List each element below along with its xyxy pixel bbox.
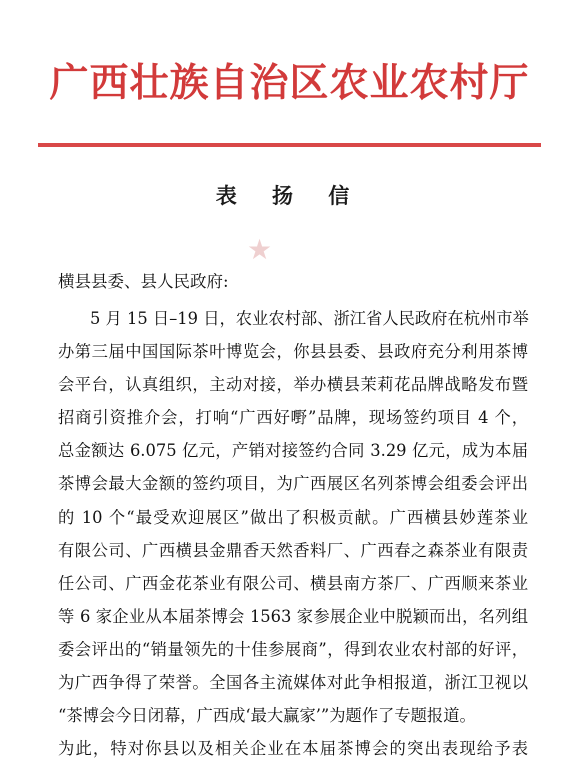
seal-star-icon: ★ [247, 233, 273, 266]
body-line: 总金额达 6.075 亿元，产销对接签约合同 3.29 亿元，成为本届 [58, 441, 528, 461]
body-line: 会平台，认真组织，主动对接，举办横县茉莉花品牌战略发布暨 [58, 375, 528, 395]
body-line: 招商引资推介会，打响“广西好嘢”品牌，现场签约项目 4 个， [58, 408, 528, 428]
body-line: 等 6 家企业从本届茶博会 1563 家参展企业中脱颖而出，名列组 [58, 606, 528, 626]
body-line: 办第三届中国国际茶叶博览会，你县县委、县政府充分利用茶博 [58, 342, 528, 362]
body-line: 有限公司、广西横县金鼎香天然香料厂、广西春之森茶业有限责 [58, 540, 528, 560]
body-line: 任公司、广西金花茶业有限公司、横县南方茶厂、广西顺来茶业 [58, 573, 528, 593]
document-title: 表 扬 信 [215, 183, 364, 208]
body-line: 5 月 15 日–19 日，农业农村部、浙江省人民政府在杭州市举 [90, 309, 529, 328]
letterhead-divider [38, 143, 541, 147]
salutation: 横县县委、县人民政府: [58, 272, 229, 291]
letterhead-title: 广西壮族自治区农业农村厅 [49, 60, 530, 106]
body-line: 为此，特对你县以及相关企业在本届茶博会的突出表现给予表 [58, 739, 528, 759]
body-line: 的 10 个“最受欢迎展区”做出了积极贡献。广西横县妙莲茶业 [58, 507, 528, 527]
body-line: 为广西争得了荣誉。全国各主流媒体对此争相报道，浙江卫视以 [58, 673, 528, 693]
body-line: 委会评出的“销量领先的十佳参展商”，得到农业农村部的好评， [58, 639, 528, 659]
body-line: 茶博会最大金额的签约项目，为广西展区名列茶博会组委会评出 [58, 474, 528, 494]
letter-body [58, 302, 528, 765]
body-line: “茶博会今日闭幕，广西成‘最大赢家’”为题作了专题报道。 [58, 706, 476, 726]
